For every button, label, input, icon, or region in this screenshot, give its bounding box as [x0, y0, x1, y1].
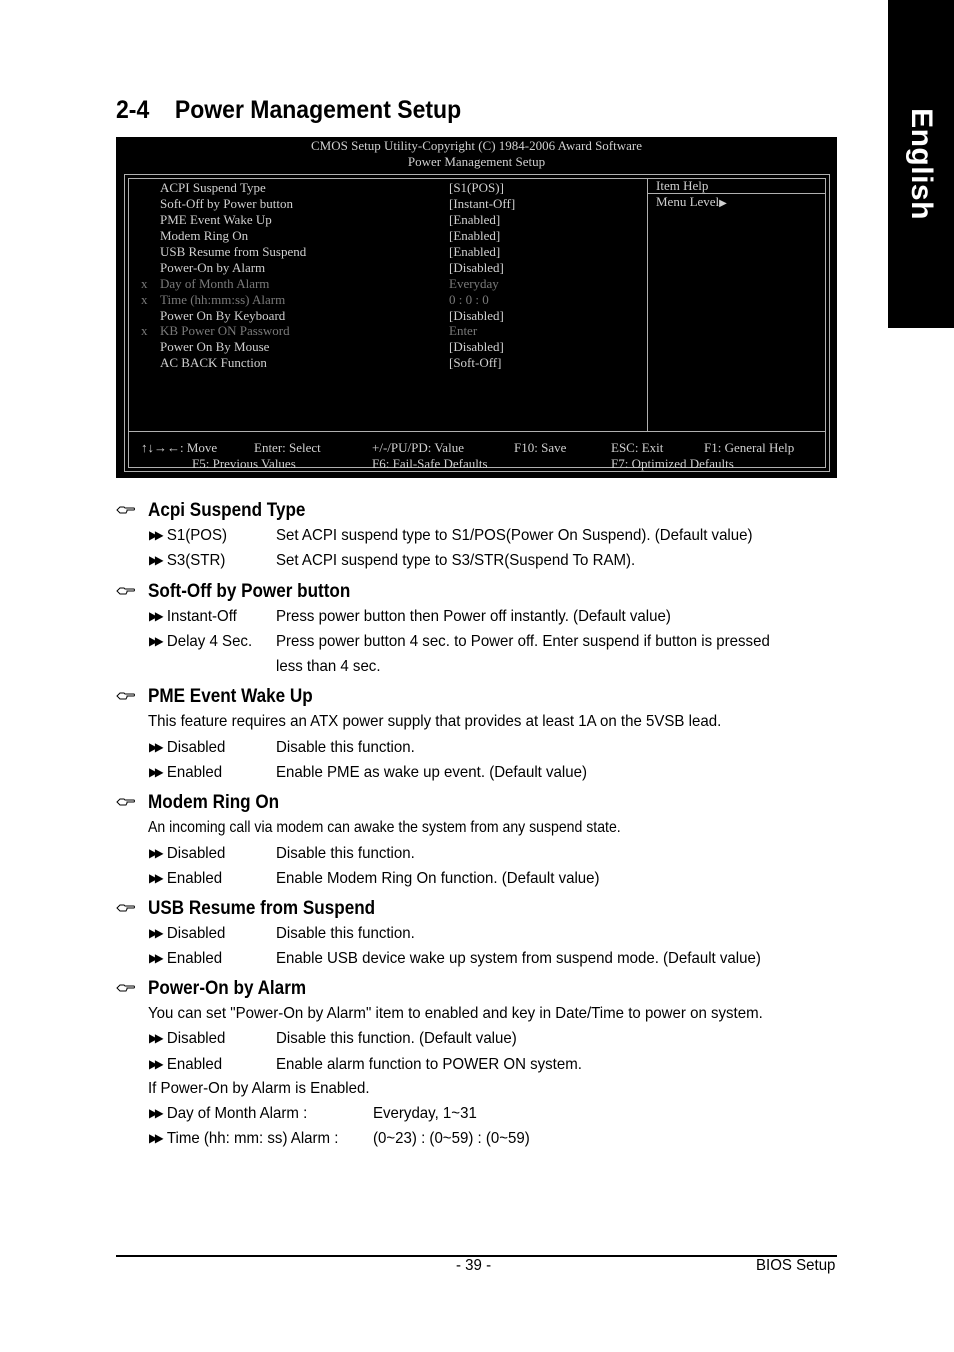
option-label: Enabled [166, 870, 223, 887]
bios-header-page: Power Management Setup [407, 154, 546, 169]
option-instant-off [149, 608, 237, 626]
section-heading-pme: PME Event Wake Up [148, 686, 313, 707]
double-arrow-icon: ▶▶ [149, 609, 161, 623]
option-label: Enabled [166, 950, 223, 967]
triangle-right-icon: ▶ [719, 198, 727, 209]
bios-frame [124, 174, 830, 472]
section-intro: An incoming call via modem can awake the system from any suspend state. [148, 819, 621, 836]
option-enabled [149, 764, 222, 782]
item-label: AC BACK Function [160, 355, 267, 370]
double-arrow-icon: ▶▶ [149, 765, 161, 779]
option-disabled [149, 925, 225, 943]
option-delay [149, 633, 252, 651]
option-disabled [149, 739, 225, 757]
menu-level-label: Menu Level [656, 194, 720, 209]
option-desc: Enable Modem Ring On function. (Default value) [276, 870, 600, 887]
bios-inner-frame [128, 178, 826, 471]
item-value: Enter [449, 323, 478, 338]
option-label: Disabled [166, 739, 226, 756]
item-value: [Enabled] [449, 212, 501, 227]
double-arrow-icon: ▶▶ [149, 1031, 161, 1045]
option-disabled [149, 1030, 225, 1048]
option-label: Disabled [166, 845, 226, 862]
double-arrow-icon: ▶▶ [149, 1057, 161, 1071]
double-arrow-icon: ▶▶ [149, 634, 161, 648]
footer-exit: ESC: Exit [611, 440, 664, 455]
pointing-hand-icon [116, 982, 136, 994]
option-desc: Disable this function. [276, 739, 415, 756]
bios-column-divider [647, 179, 648, 431]
option-enabled [149, 950, 222, 968]
alarm-day-option [149, 1105, 307, 1123]
double-arrow-icon: ▶▶ [149, 1131, 161, 1145]
option-desc: Disable this function. (Default value) [276, 1030, 517, 1047]
item-value: 0 : 0 : 0 [449, 292, 489, 307]
option-enabled [149, 870, 222, 888]
section-heading-alarm: Power-On by Alarm [148, 978, 307, 999]
item-label: Day of Month Alarm [160, 276, 270, 291]
page-number: - 39 - [456, 1257, 492, 1274]
section-intro: This feature requires an ATX power supply that provides at least 1A on the 5VSB lead. [148, 713, 722, 730]
item-value: [Soft-Off] [449, 355, 502, 370]
section-intro: You can set "Power-On by Alarm" item to enabled and key in Date/Time to power on system. [148, 1005, 763, 1022]
bios-header [116, 137, 837, 170]
section-title: Power Management Setup [174, 96, 462, 124]
item-label: KB Power ON Password [160, 323, 290, 338]
item-value: [Enabled] [449, 228, 501, 243]
option-desc: Enable alarm function to POWER ON system. [276, 1056, 582, 1073]
footer-move: ↑↓→←: Move [141, 440, 218, 455]
alarm-time-option [149, 1130, 338, 1148]
option-desc: Enable PME as wake up event. (Default value) [276, 764, 587, 781]
pointing-hand-icon [116, 902, 136, 914]
section-heading-usb: USB Resume from Suspend [148, 898, 376, 919]
option-label: Day of Month Alarm : [166, 1105, 308, 1122]
option-enabled [149, 1056, 222, 1074]
item-value: [Disabled] [449, 308, 504, 323]
option-label: Delay 4 Sec. [166, 633, 253, 650]
footer-value: +/-/PU/PD: Value [372, 440, 464, 455]
pointing-hand-icon [116, 504, 136, 516]
pointing-hand-icon [116, 585, 136, 597]
double-arrow-icon: ▶▶ [149, 528, 161, 542]
item-label: Power On By Keyboard [160, 308, 286, 323]
option-desc: Set ACPI suspend type to S3/STR(Suspend To RAM). [276, 552, 636, 569]
item-value: [S1(POS)] [449, 180, 504, 195]
double-arrow-icon: ▶▶ [149, 871, 161, 885]
footer-help: F1: General Help [704, 440, 795, 455]
section-number: 2-4 [116, 96, 150, 124]
footer-optimized: F7: Optimized Defaults [611, 456, 734, 471]
pointing-hand-icon [116, 690, 136, 702]
option-label: Disabled [166, 925, 226, 942]
language-tab [888, 0, 954, 328]
item-label: PME Event Wake Up [160, 212, 272, 227]
item-marker: x [141, 276, 148, 291]
item-value: [Disabled] [449, 339, 504, 354]
option-s3 [149, 552, 225, 570]
bios-screen [116, 137, 837, 478]
item-label: Modem Ring On [160, 228, 249, 243]
option-desc-cont: less than 4 sec. [276, 658, 381, 675]
section-heading-softoff: Soft-Off by Power button [148, 581, 351, 602]
item-label: Power On By Mouse [160, 339, 270, 354]
option-label: Disabled [166, 1030, 226, 1047]
item-label: Power-On by Alarm [160, 260, 266, 275]
option-disabled [149, 845, 225, 863]
option-desc: Press power button then Power off instantly. (Default value) [276, 608, 671, 625]
item-label: Time (hh:mm:ss) Alarm [160, 292, 286, 307]
option-desc: Enable USB device wake up system from suspend mode. (Default value) [276, 950, 761, 967]
double-arrow-icon: ▶▶ [149, 1106, 161, 1120]
alarm-note: If Power-On by Alarm is Enabled. [148, 1080, 370, 1097]
option-desc: Set ACPI suspend type to S1/POS(Power On Suspend). (Default value) [276, 527, 753, 544]
option-desc: Disable this function. [276, 925, 415, 942]
item-value: [Enabled] [449, 244, 501, 259]
option-desc: Everyday, 1~31 [373, 1105, 477, 1122]
footer-save: F10: Save [514, 440, 567, 455]
item-value: Everyday [449, 276, 499, 291]
bios-footer-divider [129, 431, 825, 432]
option-desc: (0~23) : (0~59) : (0~59) [373, 1130, 530, 1147]
option-desc: Press power button 4 sec. to Power off. Enter suspend if button is pressed [276, 633, 770, 650]
page-title [116, 96, 461, 125]
pointing-hand-icon [116, 796, 136, 808]
item-label: ACPI Suspend Type [160, 180, 266, 195]
bios-header-copyright: CMOS Setup Utility-Copyright (C) 1984-2006 Award Software [310, 138, 642, 153]
item-value: [Disabled] [449, 260, 504, 275]
footer-section-name: BIOS Setup [756, 1257, 836, 1274]
item-label: USB Resume from Suspend [160, 244, 307, 259]
item-help-title: Item Help [656, 178, 709, 193]
double-arrow-icon: ▶▶ [149, 926, 161, 940]
option-label: S1(POS) [166, 527, 228, 544]
section-heading-acpi: Acpi Suspend Type [148, 500, 306, 521]
footer-failsafe: F6: Fail-Safe Defaults [372, 456, 488, 471]
option-label: Instant-Off [166, 608, 237, 625]
item-help-header [648, 179, 825, 194]
language-tab-label: English [905, 108, 938, 220]
option-s1 [149, 527, 227, 545]
option-label: Enabled [166, 764, 223, 781]
footer-enter: Enter: Select [254, 440, 321, 455]
section-heading-modem: Modem Ring On [148, 792, 280, 813]
option-label: Enabled [166, 1056, 223, 1073]
double-arrow-icon: ▶▶ [149, 553, 161, 567]
menu-level-text [656, 194, 727, 210]
item-marker: x [141, 323, 148, 338]
double-arrow-icon: ▶▶ [149, 951, 161, 965]
option-label: S3(STR) [166, 552, 226, 569]
option-desc: Disable this function. [276, 845, 415, 862]
double-arrow-icon: ▶▶ [149, 740, 161, 754]
footer-previous: F5: Previous Values [192, 456, 296, 471]
item-value: [Instant-Off] [449, 196, 516, 211]
double-arrow-icon: ▶▶ [149, 846, 161, 860]
option-label: Time (hh: mm: ss) Alarm : [166, 1130, 339, 1147]
item-label: Soft-Off by Power button [160, 196, 294, 211]
item-marker: x [141, 292, 148, 307]
